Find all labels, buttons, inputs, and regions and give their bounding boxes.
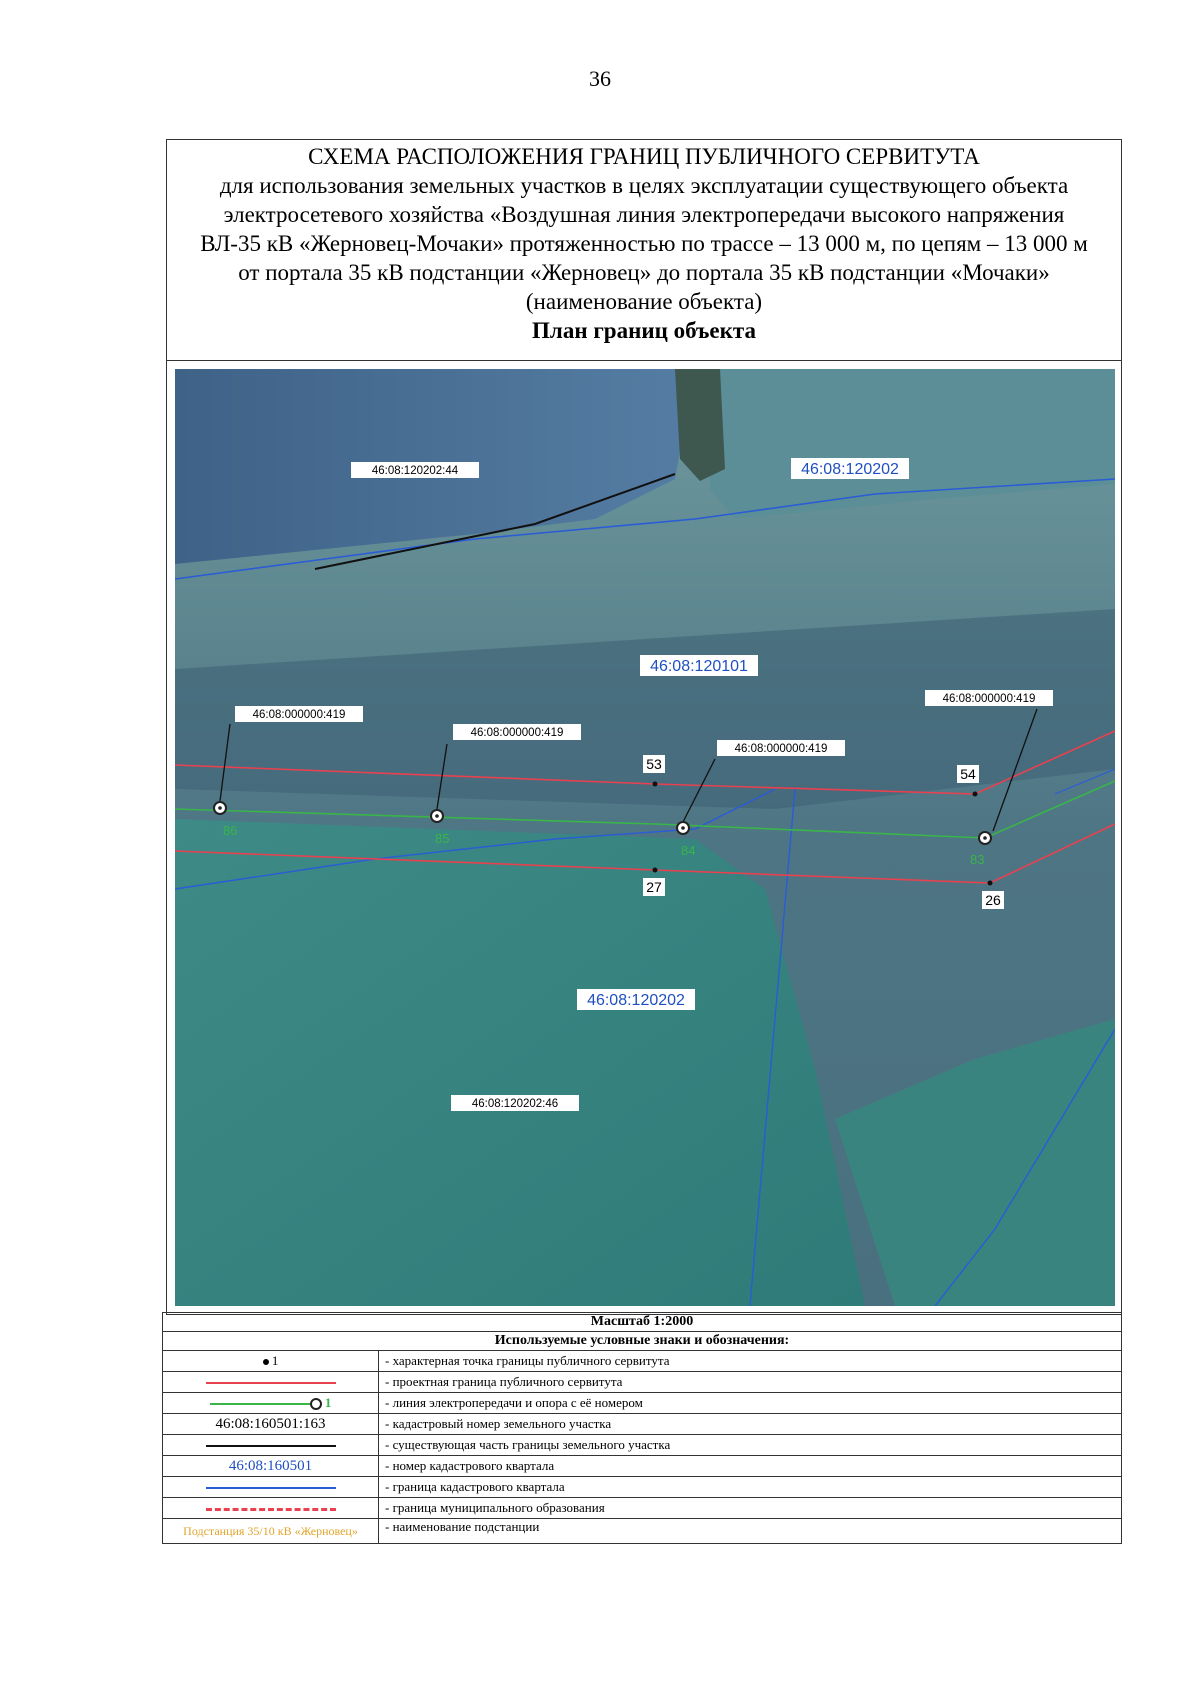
legend-desc: - граница муниципального образования (379, 1498, 1122, 1519)
legend-symbol-text: 1 (324, 1395, 332, 1410)
parcel-label-46 (451, 1095, 579, 1111)
parcel-label-419-c (717, 740, 845, 756)
parcel-label-44 (351, 462, 479, 478)
legend-desc: - существующая часть границы земельного участка (379, 1435, 1122, 1456)
legend-row (163, 1498, 1122, 1519)
legend-symbol-cadastral-number: 46:08:160501:163 (163, 1414, 379, 1435)
legend-symbol-quarter-number: 46:08:160501 (163, 1456, 379, 1477)
legend-row (163, 1456, 1122, 1477)
parcel-label-419-a (235, 706, 363, 722)
legend-title: Используемые условные знаки и обозначения: (163, 1332, 1122, 1351)
legend-symbol-power-line (163, 1393, 379, 1414)
map-view[interactable] (175, 369, 1115, 1306)
parcel-label-419-b (453, 724, 581, 740)
legend-row (163, 1477, 1122, 1498)
header-line-5: от портала 35 кВ подстанции «Жерновец» до портала 35 кВ подстанции «Мочаки» (238, 260, 1050, 285)
legend-row (163, 1435, 1122, 1456)
support-85 (431, 810, 443, 822)
svg-text:54: 54 (960, 766, 976, 782)
svg-text:46:08:120202: 46:08:120202 (801, 461, 899, 478)
svg-text:27: 27 (646, 879, 662, 895)
header-line-6: (наименование объекта) (525, 289, 763, 314)
legend-row (163, 1351, 1122, 1372)
header-line-2: для использования земельных участков в целях эксплуатации существующего объекта (219, 173, 1069, 198)
quarter-label-mid (640, 655, 758, 676)
legend-symbol-quarter-boundary (163, 1477, 379, 1498)
support-label-85: 85 (435, 831, 450, 846)
svg-text:26: 26 (985, 892, 1001, 908)
svg-text:53: 53 (646, 756, 662, 772)
legend-desc: - кадастровый номер земельного участка (379, 1414, 1122, 1435)
support-label-86: 86 (223, 823, 238, 838)
svg-text:46:08:000000:419: 46:08:000000:419 (942, 693, 1036, 705)
boundary-point-53 (653, 782, 658, 787)
legend-symbol-boundary-point (163, 1351, 379, 1372)
svg-text:46:08:000000:419: 46:08:000000:419 (470, 727, 564, 739)
point-label-53 (643, 755, 665, 773)
plan-title: План границ объекта (532, 318, 756, 343)
legend-desc: - номер кадастрового квартала (379, 1456, 1122, 1477)
header-line-3: электросетевого хозяйства «Воздушная линия электропередачи высокого напряжения (223, 202, 1065, 227)
point-label-27 (643, 878, 665, 896)
legend-desc: - характерная точка границы публичного сервитута (379, 1351, 1122, 1372)
page-number: 36 (589, 66, 611, 91)
legend-row (163, 1393, 1122, 1414)
legend-row (163, 1519, 1122, 1544)
quarter-label-top (791, 458, 909, 479)
svg-text:46:08:120101: 46:08:120101 (650, 658, 748, 675)
header-box (166, 139, 1122, 361)
svg-text:46:08:000000:419: 46:08:000000:419 (252, 709, 346, 721)
support-label-83: 83 (970, 852, 985, 867)
support-83 (979, 832, 991, 844)
header-text (167, 140, 1121, 345)
svg-text:46:08:120202:44: 46:08:120202:44 (371, 465, 459, 477)
legend-symbol-servitude-boundary (163, 1372, 379, 1393)
header-line-4: ВЛ-35 кВ «Жерновец-Мочаки» протяженностью по трассе – 13 000 м, по цепям – 13 000 м (200, 231, 1088, 256)
svg-text:46:08:000000:419: 46:08:000000:419 (734, 743, 828, 755)
legend-row (163, 1372, 1122, 1393)
legend-desc: - проектная граница публичного сервитута (379, 1372, 1122, 1393)
field-bottom-left (175, 819, 865, 1306)
parcel-label-419-d (925, 690, 1053, 706)
boundary-point-26 (988, 881, 993, 886)
boundary-point-54 (973, 792, 978, 797)
svg-text:46:08:120202: 46:08:120202 (587, 992, 685, 1009)
support-label-84: 84 (681, 843, 696, 858)
support-84 (677, 822, 689, 834)
quarter-label-bottom (577, 989, 695, 1010)
boundary-point-27 (653, 868, 658, 873)
header-line-1: СХЕМА РАСПОЛОЖЕНИЯ ГРАНИЦ ПУБЛИЧНОГО СЕРВИТУТА (308, 144, 980, 169)
legend-desc: - наименование подстанции (379, 1519, 1122, 1544)
legend-row (163, 1414, 1122, 1435)
legend-desc: - граница кадастрового квартала (379, 1477, 1122, 1498)
legend-symbol-substation-name: Подстанция 35/10 кВ «Жерновец» (163, 1519, 379, 1544)
legend-scale: Масштаб 1:2000 (163, 1313, 1122, 1332)
legend-table (162, 1312, 1122, 1544)
legend-symbol-parcel-boundary (163, 1435, 379, 1456)
legend-symbol-municipal-boundary (163, 1498, 379, 1519)
legend-desc: - линия электропередачи и опора с её номером (379, 1393, 1122, 1414)
point-label-26 (982, 891, 1004, 909)
support-86 (214, 802, 226, 814)
point-label-54 (957, 765, 979, 783)
svg-text:46:08:120202:46: 46:08:120202:46 (471, 1098, 559, 1110)
legend-symbol-text: 1 (271, 1353, 279, 1368)
